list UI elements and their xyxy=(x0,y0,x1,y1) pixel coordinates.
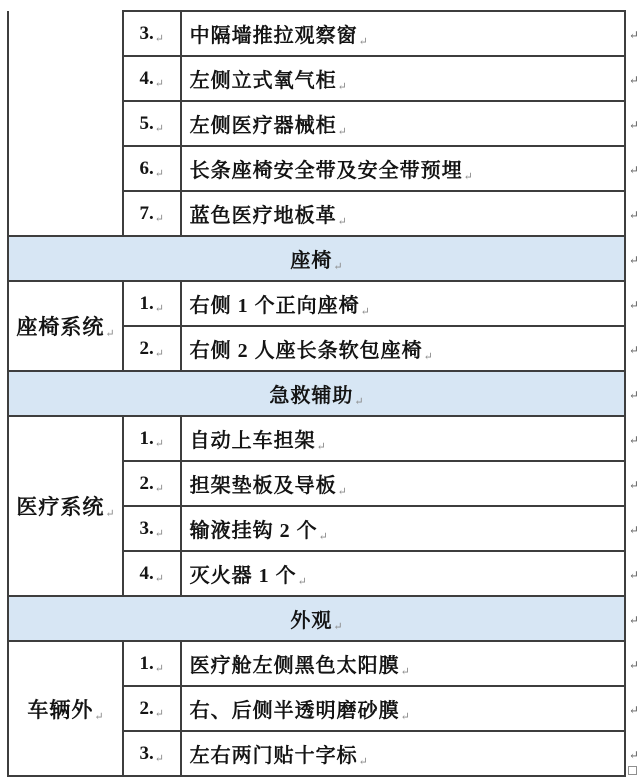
paragraph-mark-icon: ↵ xyxy=(154,437,164,450)
item-text-cell xyxy=(181,461,625,506)
row-end-gutter xyxy=(625,326,642,371)
row-end-gutter xyxy=(625,416,642,461)
row-number: 2. xyxy=(139,337,154,359)
row-end-mark-icon: ↵ xyxy=(628,388,640,402)
paragraph-mark-icon: ↵ xyxy=(154,167,164,180)
row-end-mark-icon: ↵ xyxy=(628,748,640,762)
row-number: 5. xyxy=(139,112,154,134)
section-header-text: 座椅 xyxy=(290,250,333,272)
item-text-cell xyxy=(181,191,625,236)
row-number-cell xyxy=(123,506,181,551)
row-end-gutter xyxy=(625,551,642,596)
section-header-cell xyxy=(8,596,625,641)
row-end-gutter xyxy=(625,281,642,326)
row-end-mark-icon: ↵ xyxy=(628,73,640,87)
row-number: 3. xyxy=(139,742,154,764)
row-number-cell xyxy=(123,146,181,191)
category-cell xyxy=(8,416,123,596)
row-number-cell xyxy=(123,461,181,506)
row-end-mark-icon: ↵ xyxy=(628,298,640,312)
section-header-row xyxy=(8,596,642,641)
row-number-cell xyxy=(123,191,181,236)
item-text-cell xyxy=(181,281,625,326)
row-end-mark-icon: ↵ xyxy=(628,433,640,447)
section-header-row xyxy=(8,371,642,416)
row-number-cell xyxy=(123,731,181,776)
paragraph-mark-icon: ↵ xyxy=(154,662,164,675)
paragraph-mark-icon: ↵ xyxy=(358,36,368,48)
row-number-cell xyxy=(123,416,181,461)
row-number: 3. xyxy=(139,22,154,44)
paragraph-mark-icon: ↵ xyxy=(154,77,164,90)
item-text-cell xyxy=(181,416,625,461)
continued-category-cell xyxy=(8,11,123,236)
paragraph-mark-icon: ↵ xyxy=(337,126,347,138)
item-text-cell xyxy=(181,551,625,596)
row-end-mark-icon: ↵ xyxy=(628,568,640,582)
paragraph-mark-icon: ↵ xyxy=(154,347,164,360)
paragraph-mark-icon: ↵ xyxy=(154,527,164,540)
table-row xyxy=(8,281,642,326)
row-end-mark-icon: ↵ xyxy=(628,658,640,672)
item-text: 右、后侧半透明磨砂膜 xyxy=(189,700,400,722)
paragraph-mark-icon: ↵ xyxy=(337,81,347,93)
item-text: 输液挂钩 2 个 xyxy=(189,520,318,542)
row-number-cell xyxy=(123,101,181,146)
row-end-mark-icon: ↵ xyxy=(628,28,640,42)
item-text: 担架垫板及导板 xyxy=(189,475,337,497)
paragraph-mark-icon: ↵ xyxy=(154,122,164,135)
item-text: 右侧 1 个正向座椅 xyxy=(189,295,360,317)
row-number-cell xyxy=(123,11,181,56)
row-number-cell xyxy=(123,686,181,731)
item-text-cell xyxy=(181,731,625,776)
paragraph-mark-icon: ↵ xyxy=(154,752,164,765)
paragraph-mark-icon: ↵ xyxy=(154,212,164,225)
paragraph-mark-icon: ↵ xyxy=(337,216,347,228)
row-number: 4. xyxy=(139,562,154,584)
paragraph-mark-icon: ↵ xyxy=(463,171,473,183)
paragraph-mark-icon: ↵ xyxy=(318,531,328,543)
row-end-gutter xyxy=(625,596,642,641)
row-end-mark-icon: ↵ xyxy=(628,118,640,132)
paragraph-mark-icon: ↵ xyxy=(400,711,410,723)
paragraph-mark-icon: ↵ xyxy=(423,351,433,363)
category-text: 座椅系统 xyxy=(16,315,105,339)
paragraph-mark-icon: ↵ xyxy=(316,441,326,453)
item-text: 医疗舱左侧黑色太阳膜 xyxy=(189,655,400,677)
category-cell xyxy=(8,281,123,371)
section-header-cell xyxy=(8,371,625,416)
item-text-cell xyxy=(181,686,625,731)
item-text: 中隔墙推拉观察窗 xyxy=(189,25,358,47)
table-row xyxy=(8,641,642,686)
row-end-gutter xyxy=(625,641,642,686)
row-end-gutter xyxy=(625,461,642,506)
row-number: 1. xyxy=(139,427,154,449)
item-text: 长条座椅安全带及安全带预埋 xyxy=(189,160,463,182)
row-number: 1. xyxy=(139,652,154,674)
paragraph-mark-icon: ↵ xyxy=(105,328,115,340)
spec-table xyxy=(7,10,643,777)
paragraph-mark-icon: ↵ xyxy=(154,32,164,45)
row-end-mark-icon: ↵ xyxy=(628,343,640,357)
row-number: 1. xyxy=(139,292,154,314)
item-text-cell xyxy=(181,326,625,371)
row-end-mark-icon: ↵ xyxy=(628,613,640,627)
item-text-cell xyxy=(181,56,625,101)
item-text-cell xyxy=(181,506,625,551)
category-text: 车辆外 xyxy=(27,697,94,722)
section-header-cell xyxy=(8,236,625,281)
row-number-cell xyxy=(123,326,181,371)
paragraph-mark-icon: ↵ xyxy=(333,621,343,633)
row-number-cell xyxy=(123,281,181,326)
row-end-gutter xyxy=(625,686,642,731)
row-number-cell xyxy=(123,551,181,596)
paragraph-mark-icon: ↵ xyxy=(154,707,164,720)
paragraph-mark-icon: ↵ xyxy=(333,261,343,273)
paragraph-mark-icon: ↵ xyxy=(400,666,410,678)
row-end-mark-icon: ↵ xyxy=(628,703,640,717)
row-end-gutter xyxy=(625,506,642,551)
item-text: 灭火器 1 个 xyxy=(189,565,297,587)
paragraph-mark-icon: ↵ xyxy=(360,306,370,318)
category-cell xyxy=(8,641,123,776)
paragraph-mark-icon: ↵ xyxy=(105,508,115,520)
table-row xyxy=(8,416,642,461)
row-number: 2. xyxy=(139,472,154,494)
item-text: 左右两门贴十字标 xyxy=(189,745,358,767)
row-end-gutter xyxy=(625,191,642,236)
row-end-gutter xyxy=(625,56,642,101)
item-text-cell xyxy=(181,11,625,56)
row-end-gutter xyxy=(625,146,642,191)
paragraph-mark-icon: ↵ xyxy=(154,572,164,585)
row-end-gutter xyxy=(625,101,642,146)
row-end-mark-icon: ↵ xyxy=(628,478,640,492)
section-header-text: 急救辅助 xyxy=(269,385,354,407)
anchor-square-icon xyxy=(628,766,637,775)
paragraph-mark-icon: ↵ xyxy=(154,482,164,495)
row-number: 3. xyxy=(139,517,154,539)
item-text-cell xyxy=(181,101,625,146)
row-number: 2. xyxy=(139,697,154,719)
section-header-text: 外观 xyxy=(290,610,333,632)
item-text: 自动上车担架 xyxy=(189,430,316,452)
row-end-gutter xyxy=(625,236,642,281)
row-end-mark-icon: ↵ xyxy=(628,163,640,177)
paragraph-mark-icon: ↵ xyxy=(337,486,347,498)
row-number-cell xyxy=(123,56,181,101)
row-end-mark-icon: ↵ xyxy=(628,208,640,222)
table-row xyxy=(8,11,642,56)
category-text: 医疗系统 xyxy=(16,495,105,519)
item-text-cell xyxy=(181,146,625,191)
section-header-row xyxy=(8,236,642,281)
row-end-gutter xyxy=(625,371,642,416)
item-text: 右侧 2 人座长条软包座椅 xyxy=(189,340,423,362)
paragraph-mark-icon: ↵ xyxy=(297,576,307,588)
paragraph-mark-icon: ↵ xyxy=(358,756,368,768)
row-number: 7. xyxy=(139,202,154,224)
paragraph-mark-icon: ↵ xyxy=(154,302,164,315)
row-number-cell xyxy=(123,641,181,686)
item-text: 蓝色医疗地板革 xyxy=(189,205,337,227)
paragraph-mark-icon: ↵ xyxy=(94,710,104,723)
row-number: 6. xyxy=(139,157,154,179)
row-end-mark-icon: ↵ xyxy=(628,523,640,537)
item-text: 左侧医疗器械柜 xyxy=(189,115,337,137)
item-text-cell xyxy=(181,641,625,686)
row-end-mark-icon: ↵ xyxy=(628,253,640,267)
paragraph-mark-icon: ↵ xyxy=(354,396,364,408)
row-number: 4. xyxy=(139,67,154,89)
row-end-gutter xyxy=(625,11,642,56)
item-text: 左侧立式氧气柜 xyxy=(189,70,337,92)
